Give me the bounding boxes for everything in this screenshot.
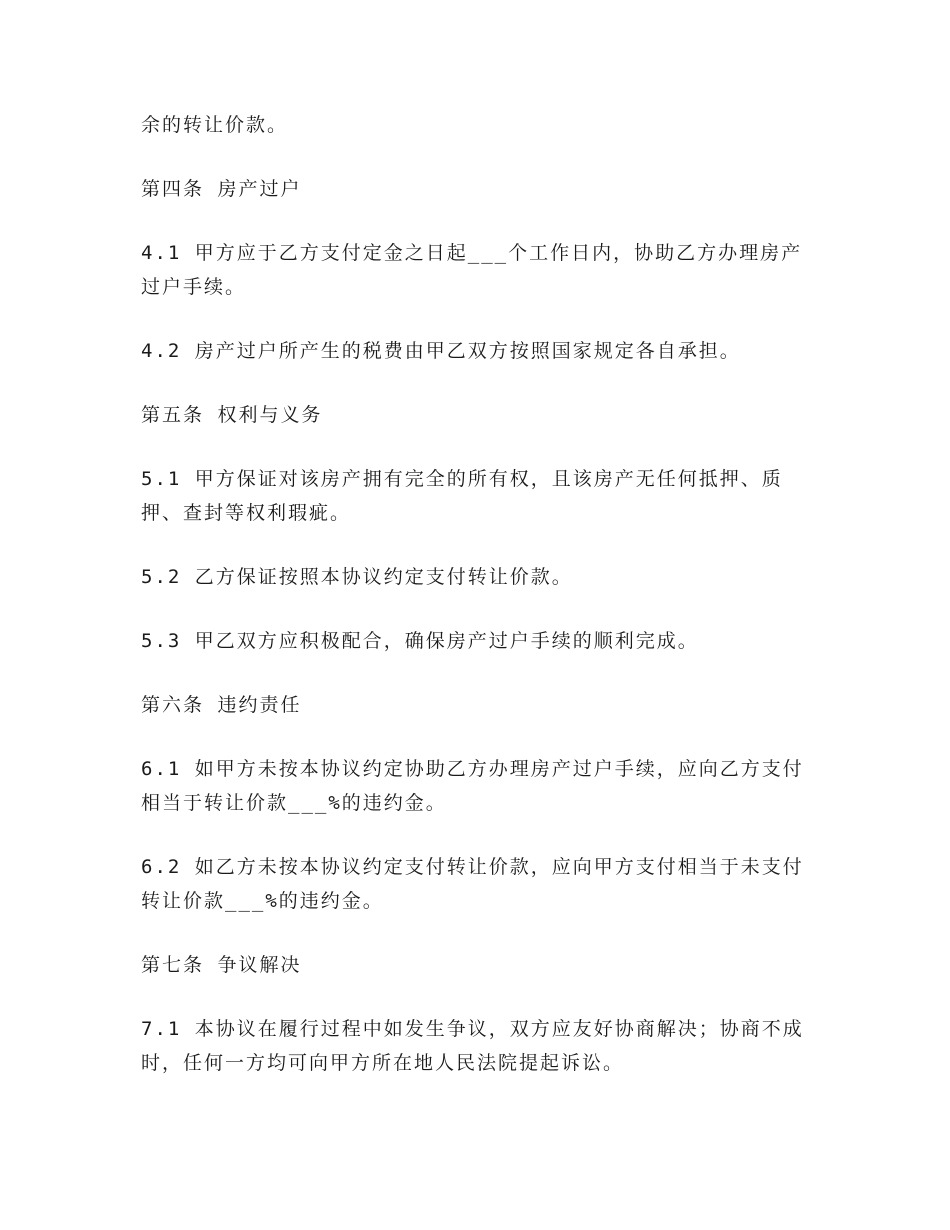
clause-5-3: 5.3 甲乙双方应积极配合，确保房产过户手续的顺利完成。 (141, 630, 699, 652)
clause-7-1: 7.1 本协议在履行过程中如发生争议，双方应友好协商解决；协商不成时，任何一方均可向甲方所在地人民法院提起诉讼。 (141, 1018, 804, 1074)
clause-5-1: 5.1 甲方保证对该房产拥有完全的所有权，且该房产无任何抵押、质押、查封等权利瑕疵。 (141, 468, 783, 524)
clause-4-1: 4.1 甲方应于乙方支付定金之日起___个工作日内，协助乙方办理房产过户手续。 (141, 242, 803, 298)
clause-4-2: 4.2 房产过户所产生的税费由甲乙双方按照国家规定各自承担。 (141, 340, 741, 362)
section-heading-6: 第六条 违约责任 (141, 694, 302, 716)
section-heading-7: 第七条 争议解决 (141, 954, 302, 976)
clause-6-1: 6.1 如甲方未按本协议约定协助乙方办理房产过户手续，应向乙方支付相当于转让价款___%的违约金。 (141, 758, 804, 814)
paragraph-continuation: 余的转让价款。 (141, 114, 289, 136)
section-heading-5: 第五条 权利与义务 (141, 404, 323, 426)
clause-5-2: 5.2 乙方保证按照本协议约定支付转让价款。 (141, 566, 573, 588)
clause-6-2: 6.2 如乙方未按本协议约定支付转让价款，应向甲方支付相当于未支付转让价款___%的违约金。 (141, 856, 804, 912)
document-body (141, 108, 806, 1080)
section-heading-4: 第四条 房产过户 (141, 178, 302, 200)
